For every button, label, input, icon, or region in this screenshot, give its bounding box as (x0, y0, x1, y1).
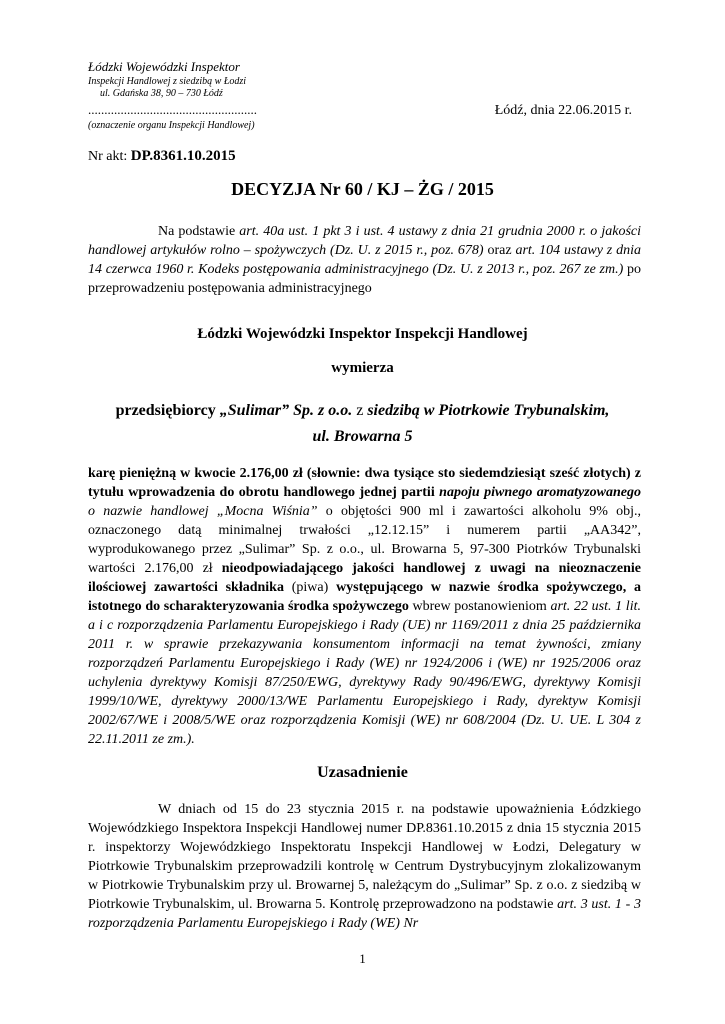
addressee-street: ul. Browarna 5 (312, 428, 413, 445)
case-number-value: DP.8361.10.2015 (130, 148, 236, 164)
ingredient-text: (piwa) (283, 580, 337, 595)
basis-text-2: oraz (483, 243, 516, 258)
place-date: Łódź, dnia 22.06.2015 r. (494, 103, 632, 118)
addressee-z: z (352, 402, 368, 419)
authority-heading: Łódzki Wojewódzki Inspektor Inspekcji Handlowej (197, 326, 528, 342)
organ-address-line: ul. Gdańska 38, 90 – 730 Łódź (100, 88, 223, 99)
justification-paragraph (88, 800, 641, 933)
case-number (88, 148, 236, 165)
addressee-name: „Sulimar” Sp. z o.o. (219, 402, 353, 419)
basis-act-2: art. 104 ustawy z dnia 14 czerwca 1960 r. Kodeks postępowania administracyjnego (Dz. U. z 2013 r., poz. 267 ze zm.) (88, 243, 641, 277)
violation-text: nieodpowiadającego jakości handlowej z uwagi na nieoznaczenie ilościowej zawartości składnika (88, 561, 642, 595)
addressee-block (0, 398, 725, 450)
product-details: o objętości 900 ml i zawartości alkoholu 9% obj., oznaczonego datą minimalnej trwałości „12.12.15” i numerem partii „AA342”, wyprodukowanego przez „Sulimar” Sp. z o.o., ul. Browarna 5, 97-300 Piotrków Trybunalski wartości 2.176,00 zł (88, 504, 641, 576)
verb-heading: wymierza (331, 360, 394, 376)
decision-title: DECYZJA Nr 60 / KJ – ŻG / 2015 (231, 179, 494, 199)
regulation-reference: art. 22 ust. 1 lit. a i c rozporządzenia Parlamentu Europejskiego i Rady (UE) nr 1169/2011 z dnia 25 października 2011 r. w sprawie przekazywania konsumentom informacji na temat żywności, zmiany rozporządzeń Parlamentu Europejskiego i Rady (WE) nr 1924/2006 i (WE) nr 1925/2006 oraz uchylenia dyrektywy Komisji 87/250/EWG, dyrektywy Rady 90/496/EWG, dyrektywy Komisji 1999/10/WE, dyrektywy 2000/13/WE Parlamentu Europejskiego i Rady, dyrektyw Komisji 2002/67/WE i 2008/5/WE oraz rozporządzenia Komisji (WE) nr 608/2004 (Dz. U. UE. L 304 z 22.11.2011 ze zm.). (88, 599, 641, 747)
organ-designation-note: (oznaczenie organu Inspekcji Handlowej) (88, 120, 255, 131)
organ-dotted-line: .................................................... (88, 102, 257, 117)
page-number: 1 (359, 951, 366, 966)
legal-basis-paragraph (88, 222, 641, 298)
justification-heading: Uzasadnienie (317, 764, 408, 781)
organ-subname-line: Inspekcji Handlowej z siedzibą w Łodzi (88, 76, 247, 87)
basis-text-1: Na podstawie (158, 224, 240, 239)
addressee-prefix: przedsiębiorcy (115, 402, 220, 419)
contrary-text: wbrew postanowieniom (408, 599, 551, 614)
justification-regulation: art. 3 ust. 1 - 3 rozporządzenia Parlamentu Europejskiego i Rady (WE) Nr (88, 897, 641, 931)
violation-text-2: występującego w nazwie środka spożywczego, a istotnego do scharakteryzowania środka spożywczego (88, 580, 641, 614)
case-number-prefix: Nr akt: (88, 149, 131, 164)
justification-text: W dniach od 15 do 23 stycznia 2015 r. na podstawie upoważnienia Łódzkiego Wojewódzkiego Inspektora Inspekcji Handlowej numer DP.8361.10.2015 z dnia 15 stycznia 2015 r. inspektorzy Wojewódzkiego Inspektoratu Inspekcji Handlowej w Łodzi, Delegatury w Piotrkowie Trybunalskim przeprowadzili kontrolę w Centrum Dystrybucyjnym zlokalizowanym w Piotrkowie Trybunalskim przy ul. Browarnej 5, należącym do „Sulimar” Sp. z o.o. z siedzibą w Piotrkowie Trybunalskim, ul. Browarna 5. Kontrolę przeprowadzono na podstawie (88, 802, 641, 912)
penalty-amount-text: karę pieniężną w kwocie 2.176,00 zł (słownie: dwa tysiące sto siedemdziesiąt sześć złotych) z tytułu wprowadzenia do obrotu handlowego jednej partii (88, 466, 641, 500)
product-type: napoju piwnego aromatyzowanego (439, 485, 642, 500)
addressee-seat: siedzibą w Piotrkowie Trybunalskim, (367, 402, 610, 419)
organ-name-line: Łódzki Wojewódzki Inspektor (88, 59, 240, 74)
penalty-paragraph (88, 464, 641, 749)
basis-act-1: art. 40a ust. 1 pkt 3 i ust. 4 ustawy z dnia 21 grudnia 2000 r. o jakości handlowej artykułów rolno – spożywczych (Dz. U. z 2015 r., poz. 678) (88, 224, 641, 258)
basis-text-3: po przeprowadzeniu postępowania administracyjnego (88, 262, 642, 296)
product-trade-name: o nazwie handlowej „Mocna Wiśnia” (88, 504, 318, 519)
